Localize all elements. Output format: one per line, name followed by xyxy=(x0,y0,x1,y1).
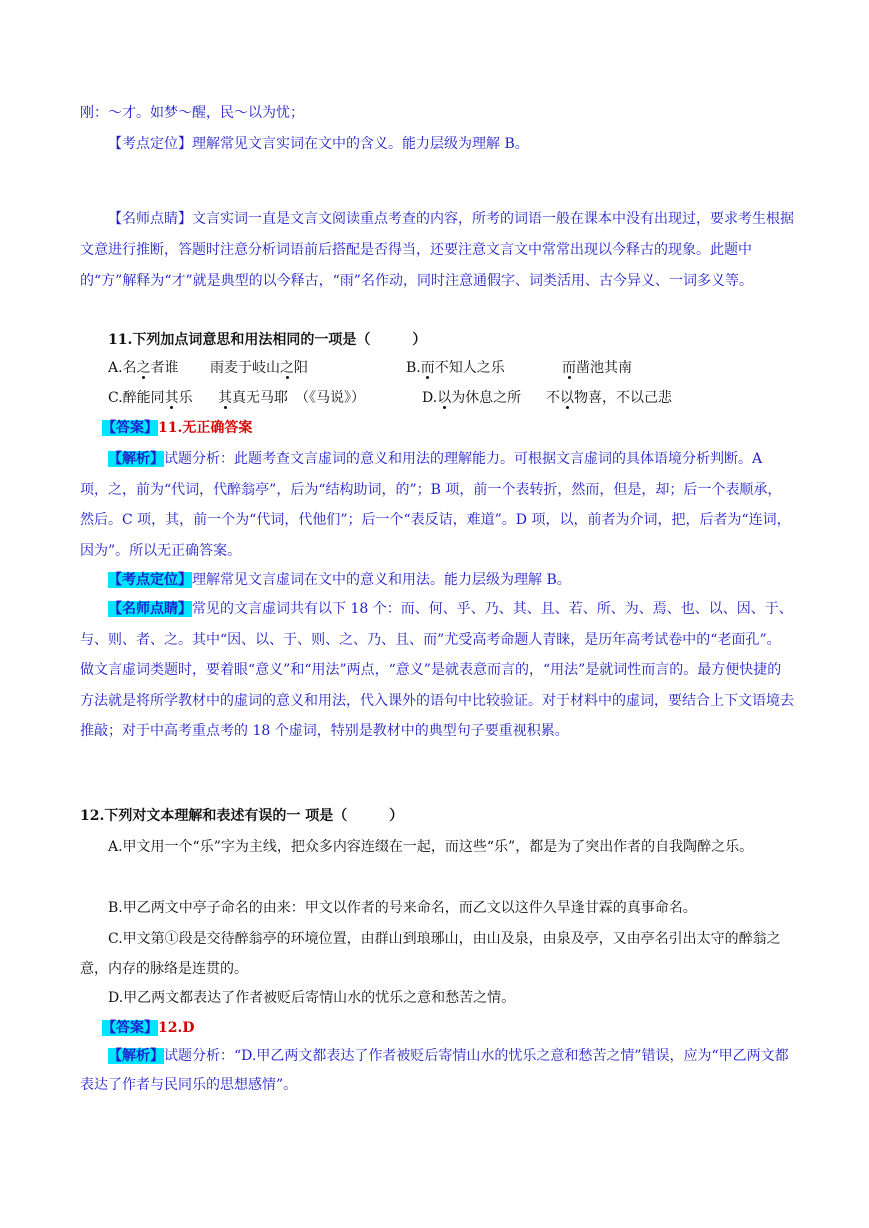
q11-option-b2: 而凿池其南 xyxy=(562,360,632,376)
q12-analysis-paragraph xyxy=(80,1042,794,1100)
point-tag: 【考点定位】 xyxy=(108,136,192,152)
dotted-char: 其 xyxy=(218,390,232,406)
q11-question: 11.下列加点词意思和用法相同的一项是（ ） xyxy=(108,332,427,348)
answer-tag: 【答案】 xyxy=(102,1020,158,1036)
definition-line: 刚：～才。如梦～醒，民～以为忧； xyxy=(80,105,304,121)
q11-answer xyxy=(102,414,816,443)
tip-tag: 【名师点睛】 xyxy=(108,211,192,227)
q12-option-c: C.甲文第①段是交待醉翁亭的环境位置，由群山到琅琊山，由山及泉，由泉及亭，又由亭名引出太守的醉翁之意，内存的脉络是连贯的。 xyxy=(80,931,781,977)
analysis-text: 试题分析：此题考查文言虚词的意义和用法的理解能力。可根据文言虚词的具体语境分析判断。A 项，之，前为“代词，代醉翁亭”，后为“结构助词，的”；B 项，前一个表转折，然而，但是，却；后一个表顺承，然后。C 项，其，前一个为“代词，代他们”；后一个“表反诘，难道”。D 项，以，前者为介词，把，后者为“连词，因为”。所以无正确答案。 xyxy=(80,451,791,559)
q11-tip-paragraph xyxy=(80,594,794,747)
dotted-char: 之 xyxy=(136,360,151,376)
q12-option-b: B.甲乙两文中亭子命名的由来：甲文以作者的号来命名，而乙文以这件久旱逢甘霖的真事命名。 xyxy=(108,900,697,916)
q11-option-a2: 雨麦于岐山之阳 xyxy=(210,360,308,376)
analysis-text: 试题分析：“D.甲乙两文都表达了作者被贬后寄情山水的忧乐之意和愁苦之情”错误，应为“甲乙两文都表达了作者与民同乐的思想感情”。 xyxy=(80,1048,789,1093)
dotted-char: 以 xyxy=(560,390,574,406)
dotted-char: 而 xyxy=(562,360,576,376)
p1-tip-paragraph xyxy=(80,204,794,297)
analysis-tag: 【解析】 xyxy=(108,1048,164,1064)
dotted-char: 以 xyxy=(437,390,452,406)
q11-option-b: B.而不知人之乐 xyxy=(406,360,505,376)
answer-text: 11.无正确答案 xyxy=(158,420,253,436)
q11-option-d: D.以为休息之所 xyxy=(422,390,522,406)
tip-tag: 【名师点睛】 xyxy=(108,601,192,617)
q11-analysis-paragraph xyxy=(80,444,794,566)
answer-tag: 【答案】 xyxy=(102,420,158,436)
dotted-char: 而 xyxy=(420,360,435,376)
q11-option-d2: 不以物喜，不以己悲 xyxy=(546,390,672,406)
point-tag: 【考点定位】 xyxy=(108,572,192,588)
tip-text: 常见的文言虚词共有以下 18 个：而、何、乎、乃、其、且、若、所、为、焉、也、以、因、于、与、则、者、之。其中“因、以、于、则、之、乃、且、而”尤受高考命题人青睐，是历年高考试卷中的“老面孔”。做文言虚词类题时，要着眼“意义”和“用法”两点，“意义”是就表意而言的，“用法”是就词性而言的。最方便快捷的方法就是将所学教材中的虚词的意义和用法，代入课外的语句中比较验证。对于材料中的虚词，要结合上下文语境去推敲；对于中高考重点考的 18 个虚词，特别是教材中的典型句子要重视积累。 xyxy=(80,601,794,739)
dotted-char: 之 xyxy=(280,360,294,376)
answer-text: 12.D xyxy=(158,1020,195,1036)
point-text: 理解常见文言实词在文中的含义。能力层级为理解 B。 xyxy=(192,136,529,152)
tip-text: 文言实词一直是文言文阅读重点考查的内容，所考的词语一般在课本中没有出现过，要求考生根据文意进行推断，答题时注意分析词语前后搭配是否得当，还要注意文言文中常常出现以今释古的现象。此题中的“方”解释为“才”就是典型的以今释古，“雨”名作动，同时注意通假字、词类活用、古今异义、一词多义等。 xyxy=(80,211,794,289)
point-text: 理解常见文言虚词在文中的意义和用法。能力层级为理解 B。 xyxy=(192,572,571,588)
q12-option-d: D.甲乙两文都表达了作者被贬后寄情山水的忧乐之意和愁苦之情。 xyxy=(108,990,516,1006)
q11-option-c2: 其真无马耶 （《马说》） xyxy=(218,390,365,406)
p1-point-paragraph xyxy=(80,130,794,159)
q12-question: 12.下列对文本理解和表述有误的一 项是（ ） xyxy=(80,808,404,824)
q12-answer xyxy=(102,1014,816,1043)
analysis-tag: 【解析】 xyxy=(108,451,164,467)
q11-point-paragraph xyxy=(80,566,794,595)
q11-option-a: A.名之者谁 xyxy=(108,360,179,376)
q11-option-c: C.醉能同其乐 xyxy=(108,390,193,406)
q12-option-a: A.甲文用一个“乐”字为主线，把众多内容连缀在一起，而这些“乐”，都是为了突出作者的自我陶醉之乐。 xyxy=(108,839,754,855)
dotted-char: 其 xyxy=(164,390,179,406)
